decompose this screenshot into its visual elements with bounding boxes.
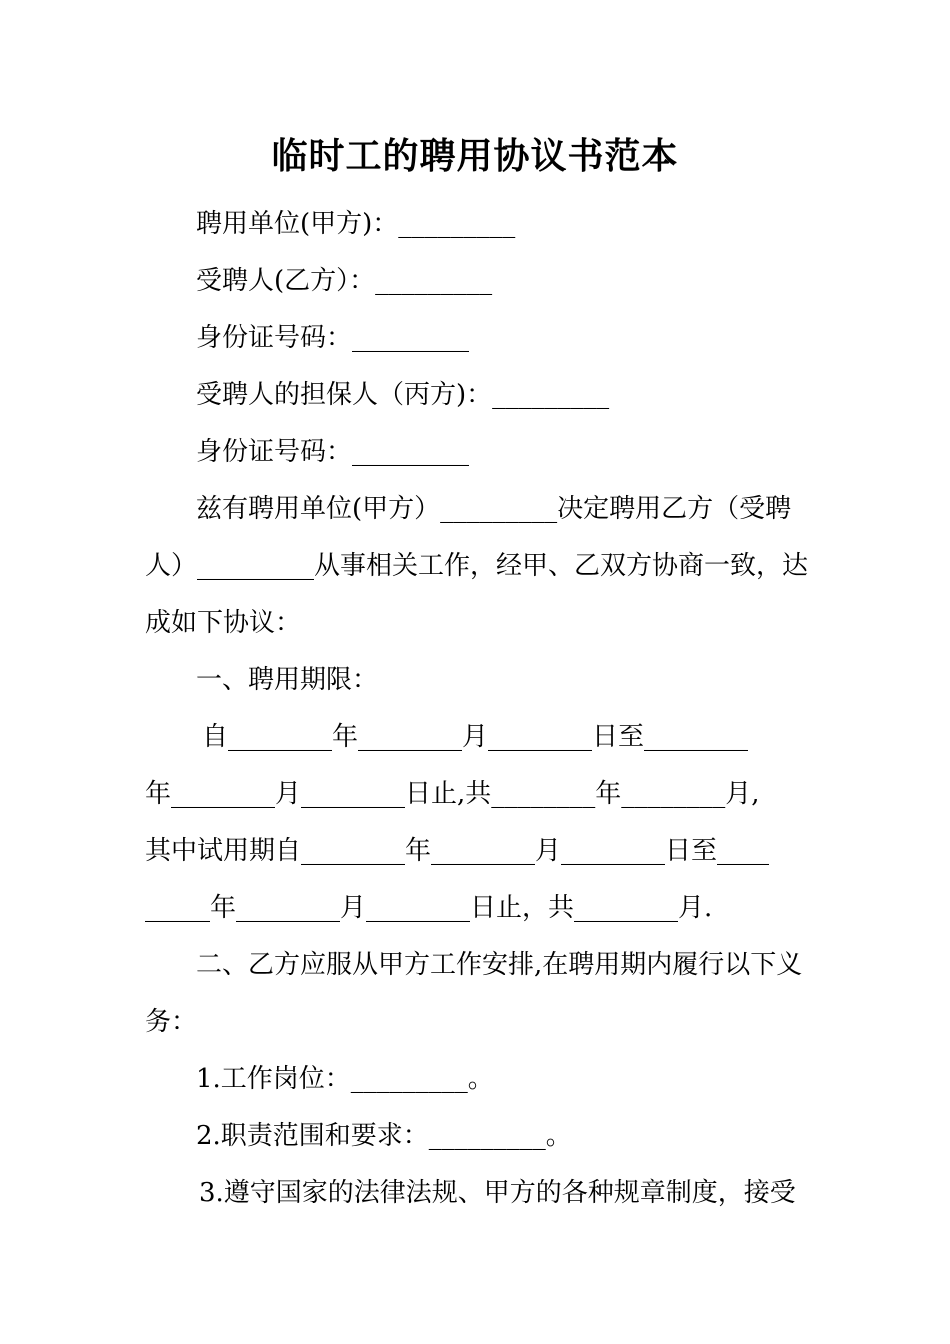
section-2-heading: 二、乙方应服从甲方工作安排,在聘用期内履行以下义 — [196, 950, 803, 980]
employer-line: 聘用单位(甲方)：_________ — [196, 209, 516, 239]
section-1-heading: 一、聘用期限： — [196, 665, 379, 695]
term-line-4: _____年________月________日止，共________月. — [145, 893, 713, 923]
employee-id-line: 身份证号码：_________ — [196, 323, 470, 353]
preamble-line-3: 成如下协议： — [145, 608, 302, 638]
preamble-line-1: 兹有聘用单位(甲方）_________决定聘用乙方（受聘 — [196, 494, 792, 524]
term-line-3: 其中试用期自________年________月________日至____ — [145, 836, 770, 866]
employee-line: 受聘人(乙方）：_________ — [196, 266, 493, 296]
term-line-2: 年________月________日止,共________年________月, — [145, 779, 760, 809]
term-line-1: 自________年________月________日至________ — [202, 722, 749, 752]
duty-item-3: 3.遵守国家的法律法规、甲方的各种规章制度，接受 — [199, 1178, 796, 1208]
preamble-line-2: 人）_________从事相关工作，经甲、乙双方协商一致，达 — [145, 551, 809, 581]
duty-item-1: 1.工作岗位：_________。 — [196, 1064, 494, 1094]
document-title: 临时工的聘用协议书范本 — [271, 135, 679, 177]
guarantor-line: 受聘人的担保人（丙方)：_________ — [196, 380, 610, 410]
section-2-heading-cont: 务： — [145, 1007, 198, 1037]
guarantor-id-line: 身份证号码：_________ — [196, 437, 470, 467]
duty-item-2: 2.职责范围和要求：_________。 — [196, 1121, 572, 1151]
